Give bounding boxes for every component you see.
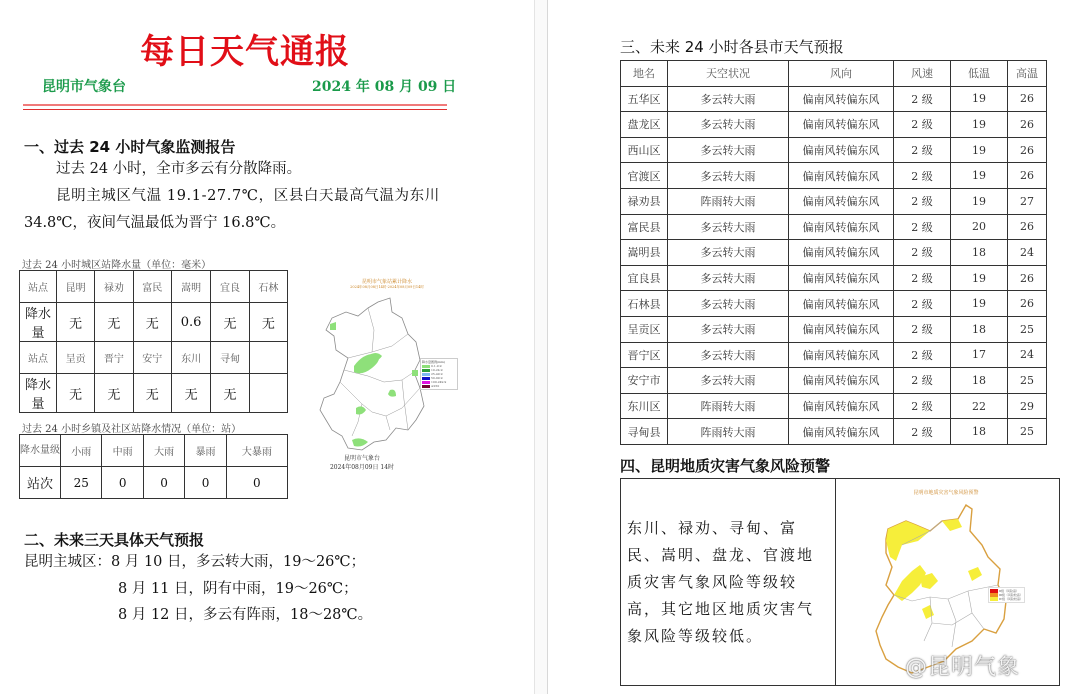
cell: 东川 — [171, 342, 211, 374]
cell: 五华区 — [621, 86, 668, 112]
county-forecast-table — [620, 60, 1047, 445]
cell: 西山区 — [621, 137, 668, 163]
geo-hazard-text: 东川、禄劝、寻甸、富民、嵩明、盘龙、官渡地质灾害气象风险等级较高，其它地区地质灾害气象风险等级较低。 — [627, 518, 815, 645]
cell: 多云转大雨 — [668, 316, 789, 342]
cell: 富民县 — [621, 214, 668, 240]
cell: 2 级 — [894, 419, 951, 445]
table-row — [621, 240, 1047, 266]
cell: 晋宁 — [95, 342, 133, 374]
rainfall-map-source: 昆明市气象台 — [343, 455, 380, 462]
legend-label: Ⅳ级（风险较高） — [999, 597, 1023, 601]
issue-date: 2024 年 08 月 09 日 — [312, 79, 457, 95]
cell: 2 级 — [894, 368, 951, 394]
column-header: 高温 — [1008, 61, 1047, 87]
cell: 石林县 — [621, 291, 668, 317]
cell: 富民 — [133, 271, 171, 303]
rain-table-caption: 过去 24 小时城区站降水量（单位：毫米） — [22, 260, 212, 271]
cell: 偏南风转偏东风 — [789, 393, 894, 419]
table-row — [621, 214, 1047, 240]
legend-label: 25-49.9 — [431, 372, 443, 376]
cell: 26 — [1008, 265, 1047, 291]
legend-swatch — [422, 365, 430, 368]
cell: 0 — [102, 467, 143, 499]
cell: 站次 — [20, 467, 61, 499]
cell: 19 — [951, 137, 1008, 163]
cell: 2 级 — [894, 342, 951, 368]
cell: 2 级 — [894, 240, 951, 266]
section1-summary: 过去 24 小时，全市多云有分散降雨。 — [56, 161, 302, 177]
cell: 多云转大雨 — [668, 342, 789, 368]
cell: 0 — [143, 467, 184, 499]
cell: 无 — [57, 303, 95, 342]
cell: 24 — [1008, 240, 1047, 266]
geo-hazard-text-cell — [621, 479, 836, 685]
cell: 官渡区 — [621, 163, 668, 189]
cell: 偏南风转偏东风 — [789, 265, 894, 291]
column-header: 地名 — [621, 61, 668, 87]
legend-swatch — [422, 373, 430, 376]
cell: 26 — [1008, 291, 1047, 317]
cell: 25 — [61, 467, 102, 499]
weibo-watermark: @昆明气象 — [905, 655, 1021, 680]
page-left — [0, 0, 534, 694]
table-row — [621, 316, 1047, 342]
cell: 多云转大雨 — [668, 137, 789, 163]
cell: 晋宁区 — [621, 342, 668, 368]
cell: 小雨 — [61, 435, 102, 467]
page-gutter — [534, 0, 548, 694]
cell: 19 — [951, 163, 1008, 189]
cell: 2 级 — [894, 291, 951, 317]
cell: 大雨 — [143, 435, 184, 467]
rainfall-map-legend — [420, 358, 458, 390]
column-header: 低温 — [951, 61, 1008, 87]
cell — [249, 374, 287, 413]
legend-swatch — [990, 597, 998, 601]
section2-heading: 二、未来三天具体天气预报 — [24, 531, 205, 549]
cell: 大暴雨 — [226, 435, 287, 467]
cell: 寻甸县 — [621, 419, 668, 445]
cell: 偏南风转偏东风 — [789, 419, 894, 445]
section4-heading: 四、昆明地质灾害气象风险预警 — [620, 457, 831, 475]
cell: 18 — [951, 419, 1008, 445]
table-row — [621, 112, 1047, 138]
section1-heading: 一、过去 24 小时气象监测报告 — [24, 138, 236, 156]
cell: 19 — [951, 291, 1008, 317]
cell: 宜良县 — [621, 265, 668, 291]
cell: 多云转大雨 — [668, 86, 789, 112]
cell: 寻甸 — [211, 342, 249, 374]
cell: 偏南风转偏东风 — [789, 368, 894, 394]
cell: 18 — [951, 240, 1008, 266]
cell: 2 级 — [894, 316, 951, 342]
cell: 17 — [951, 342, 1008, 368]
cell: 无 — [133, 374, 171, 413]
legend-label: ≥250 — [431, 384, 440, 388]
table-row — [621, 86, 1047, 112]
cell: 2 级 — [894, 86, 951, 112]
table-row — [621, 137, 1047, 163]
forecast-line-2: 8 月 11 日，阴有中雨，19～26℃； — [118, 581, 358, 597]
cell: 安宁 — [133, 342, 171, 374]
rainfall-map-title: 昆明市气象站累计降水 — [361, 279, 412, 285]
cell: 宜良 — [211, 271, 249, 303]
cell: 2 级 — [894, 112, 951, 138]
legend-item — [990, 597, 1023, 601]
cell: 19 — [951, 188, 1008, 214]
cell: 中雨 — [102, 435, 143, 467]
cell: 阵雨转大雨 — [668, 188, 789, 214]
cell: 无 — [249, 303, 287, 342]
cell: 无 — [211, 374, 249, 413]
table-row — [621, 393, 1047, 419]
cell: 18 — [951, 368, 1008, 394]
cell: 26 — [1008, 112, 1047, 138]
cell: 嵩明 — [171, 271, 211, 303]
cell: 多云转大雨 — [668, 291, 789, 317]
cell: 无 — [57, 374, 95, 413]
cell: 26 — [1008, 163, 1047, 189]
legend-swatch — [422, 385, 430, 388]
cell: 石林 — [249, 271, 287, 303]
cell: 阵雨转大雨 — [668, 419, 789, 445]
cell: 盘龙区 — [621, 112, 668, 138]
cell: 偏南风转偏东风 — [789, 291, 894, 317]
legend-item — [422, 384, 456, 388]
cell: 20 — [951, 214, 1008, 240]
cell: 27 — [1008, 188, 1047, 214]
column-header: 天空状况 — [668, 61, 789, 87]
cell: 多云转大雨 — [668, 112, 789, 138]
cell: 2 级 — [894, 214, 951, 240]
precip-level-table — [19, 434, 288, 499]
cell: 站点 — [20, 271, 57, 303]
table-row — [621, 265, 1047, 291]
cell: 禄劝 — [95, 271, 133, 303]
cell: 偏南风转偏东风 — [789, 163, 894, 189]
cell: 呈贡区 — [621, 316, 668, 342]
document-title: 每日天气通报 — [140, 32, 350, 72]
cell: 29 — [1008, 393, 1047, 419]
cell: 昆明 — [57, 271, 95, 303]
cell: 东川区 — [621, 393, 668, 419]
legend-swatch — [422, 377, 430, 380]
cell: 无 — [133, 303, 171, 342]
legend-label: 50-99.9 — [431, 376, 443, 380]
cell: 19 — [951, 112, 1008, 138]
rain-table — [19, 270, 288, 413]
cell: 无 — [211, 303, 249, 342]
cell: 19 — [951, 86, 1008, 112]
geo-map-title: 昆明市地质灾害气象风险预警 — [913, 490, 979, 496]
cell: 0 — [226, 467, 287, 499]
cell: 多云转大雨 — [668, 265, 789, 291]
cell: 降水量 — [20, 303, 57, 342]
cell: 多云转大雨 — [668, 214, 789, 240]
hazard-map-legend — [988, 587, 1025, 603]
legend-label: 10-24.9 — [431, 368, 443, 372]
cell: 偏南风转偏东风 — [789, 316, 894, 342]
cell: 0 — [185, 467, 226, 499]
cell: 偏南风转偏东风 — [789, 137, 894, 163]
cell: 降水量级 — [20, 435, 61, 467]
table-row — [621, 342, 1047, 368]
cell: 偏南风转偏东风 — [789, 214, 894, 240]
table-row — [621, 291, 1047, 317]
cell: 2 级 — [894, 163, 951, 189]
cell: 呈贡 — [57, 342, 95, 374]
cell: 26 — [1008, 137, 1047, 163]
cell: 安宁市 — [621, 368, 668, 394]
column-header: 风速 — [894, 61, 951, 87]
forecast-line-3: 8 月 12 日，多云有阵雨，18～28℃。 — [118, 607, 373, 623]
legend-label: Ⅲ级（风险较高） — [999, 593, 1023, 597]
rainfall-map-time: 2024年08月09日 14时 — [329, 464, 395, 471]
section1-temp-line1: 昆明主城区气温 19.1-27.7℃，区县白天最高气温为东川 — [56, 188, 440, 204]
table-row — [621, 368, 1047, 394]
cell: 22 — [951, 393, 1008, 419]
cell: 无 — [95, 303, 133, 342]
legend-label: 0.1-9.9 — [431, 364, 442, 368]
cell: 暴雨 — [185, 435, 226, 467]
page-right — [548, 0, 1080, 694]
cell: 18 — [951, 316, 1008, 342]
cell — [249, 342, 287, 374]
cell: 偏南风转偏东风 — [789, 112, 894, 138]
cell: 2 级 — [894, 137, 951, 163]
cell: 25 — [1008, 316, 1047, 342]
cell: 2 级 — [894, 265, 951, 291]
cell: 偏南风转偏东风 — [789, 86, 894, 112]
cell: 多云转大雨 — [668, 368, 789, 394]
cell: 站点 — [20, 342, 57, 374]
cell: 嵩明县 — [621, 240, 668, 266]
level-table-caption: 过去 24 小时乡镇及社区站降水情况（单位：站） — [22, 424, 242, 435]
cell: 阵雨转大雨 — [668, 393, 789, 419]
section3-heading: 三、未来 24 小时各县市天气预报 — [620, 38, 844, 56]
issuer-name: 昆明市气象台 — [42, 79, 126, 95]
legend-title: 降水量图例(mm) — [422, 360, 446, 364]
rainfall-map-subtitle: 2024年08月08日14时-2024年08月09日14时 — [350, 285, 424, 289]
cell: 2 级 — [894, 393, 951, 419]
cell: 26 — [1008, 214, 1047, 240]
section1-temp-line2: 34.8℃，夜间气温最低为晋宁 16.8℃。 — [24, 215, 286, 231]
cell: 无 — [171, 374, 211, 413]
cell: 0.6 — [171, 303, 211, 342]
cell: 偏南风转偏东风 — [789, 240, 894, 266]
table-row — [621, 188, 1047, 214]
cell: 降水量 — [20, 374, 57, 413]
cell: 多云转大雨 — [668, 240, 789, 266]
cell: 多云转大雨 — [668, 163, 789, 189]
cell: 19 — [951, 265, 1008, 291]
legend-label: 100-249.9 — [431, 380, 447, 384]
cell: 25 — [1008, 368, 1047, 394]
cell: 无 — [95, 374, 133, 413]
forecast-line-1: 昆明主城区：8 月 10 日，多云转大雨，19～26℃； — [24, 554, 366, 570]
table-row — [621, 419, 1047, 445]
cell: 偏南风转偏东风 — [789, 188, 894, 214]
column-header: 风向 — [789, 61, 894, 87]
rainfall-map — [312, 278, 462, 478]
cell: 25 — [1008, 419, 1047, 445]
cell: 偏南风转偏东风 — [789, 342, 894, 368]
legend-swatch — [422, 381, 430, 384]
table-row — [621, 163, 1047, 189]
cell: 2 级 — [894, 188, 951, 214]
legend-swatch — [422, 369, 430, 372]
legend-label: Ⅱ级（风险高） — [999, 589, 1020, 593]
cell: 26 — [1008, 86, 1047, 112]
header-divider — [23, 104, 447, 110]
cell: 禄劝县 — [621, 188, 668, 214]
cell: 24 — [1008, 342, 1047, 368]
